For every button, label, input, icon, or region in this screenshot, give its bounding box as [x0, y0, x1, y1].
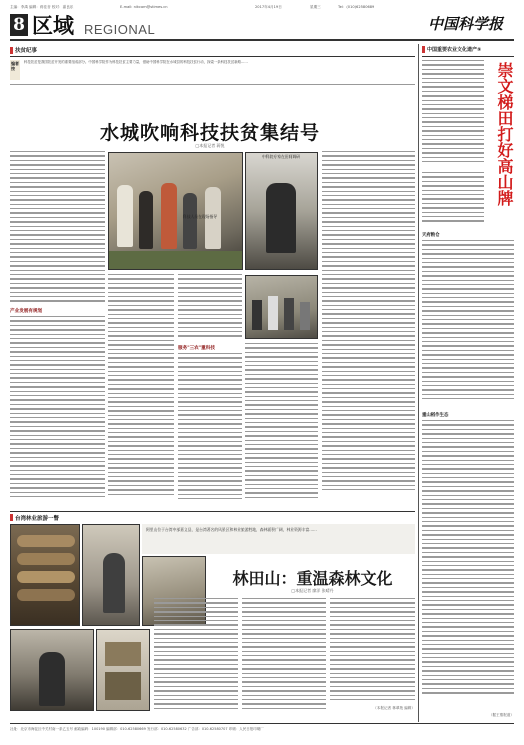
- column-tag-rule: [10, 56, 415, 57]
- side-subhead-2: 重山稻作生态: [422, 413, 449, 418]
- main-photo: [108, 152, 243, 270]
- side-tag-label: 中国重要农业文化遗产⑨: [427, 47, 482, 53]
- page-number: 8: [10, 14, 28, 36]
- side-subhead-1: 天府粮仓: [422, 233, 440, 238]
- side-body-top-2: [422, 172, 484, 230]
- section-title-en: REGIONAL: [84, 22, 156, 37]
- column-tag-marker: [10, 47, 13, 54]
- lead-paragraph: 科技扶贫是我国扶贫开发的重要组成部分。中国科学院作为科技扶贫主要力量，借助中国科学院在水城县的科技扶贫行动，探索一条科技扶贫新路……: [24, 60, 248, 64]
- subhead-service: 服务"三农"重科技: [178, 346, 215, 351]
- side-vertical-title: 崇文梯田打好高山牌: [495, 62, 514, 206]
- main-headline: 水城吹响科技扶贫集结号: [99, 122, 320, 144]
- masthead-logo: 中国科学报: [428, 15, 504, 33]
- bottom-headline: 林田山：重温森林文化: [232, 569, 393, 588]
- issue-weekday: 星期三: [310, 5, 321, 9]
- section-title-cn: 区域: [32, 13, 74, 38]
- photo-caption-1: 中科院专家在田间调研: [262, 154, 300, 159]
- bottom-body-2: [242, 598, 326, 712]
- side-body-middle: [422, 240, 514, 410]
- side-photo: [245, 152, 318, 270]
- header-rule: [10, 39, 514, 41]
- bottom-body-1: [154, 598, 238, 712]
- lead-label: 编者按: [11, 61, 19, 71]
- bottom-tag-marker: [10, 514, 13, 521]
- subhead-industry: 产业发展有规划: [10, 309, 43, 314]
- lead-divider: [10, 84, 415, 85]
- bottom-photo-crafts: [96, 629, 150, 711]
- side-body-top: [422, 60, 484, 170]
- bottom-source: （本报记者 林翠苑 编辑）: [373, 706, 415, 710]
- bottom-tag-label: 台湾林业旅游一瞥: [15, 516, 60, 522]
- column-tag-label: 扶贫纪事: [15, 48, 38, 54]
- bottom-top-rule: [10, 511, 415, 512]
- phone-info: Tel：(010)62580689: [338, 5, 375, 9]
- bottom-photo-worker: [10, 629, 94, 711]
- main-byline: □本报记者 蒋悦: [195, 143, 225, 148]
- side-tag-marker: [422, 46, 425, 53]
- body-column-3b: [178, 353, 242, 506]
- photo-caption-2: 科技人员在现场指导: [182, 214, 218, 219]
- bottom-intro: 阿里山位于台湾中部嘉义县，是台湾著名的风景区和林业旅游胜地，森林面积广阔，林业资源丰富……: [146, 527, 317, 532]
- issue-date: 2017年4月19日: [255, 5, 282, 9]
- bottom-photo-person: [82, 524, 140, 626]
- column-divider: [418, 44, 419, 722]
- footer-rule: [10, 723, 514, 724]
- bottom-body-3: [330, 598, 415, 704]
- body-column-5: [322, 151, 415, 506]
- bottom-byline: □本报记者 廖洋 张晴丹: [291, 588, 334, 593]
- email-info: E-mail: nikcom@stimes.cn: [120, 5, 168, 9]
- side-tag-rule: [422, 56, 514, 57]
- body-column-4: [245, 343, 318, 506]
- body-column-3a: [178, 274, 242, 342]
- body-column-1b: [10, 316, 105, 506]
- bottom-photo-logs: [10, 524, 80, 626]
- footer-info: 社址：北京市海淀区中关村南一条乙五号 邮政编码：100190 编辑部：010-62580669 发行部：010-62580632 广告部：010-62580707 印刷：人民日报印刷厂: [10, 727, 264, 731]
- body-column-2: [108, 274, 174, 506]
- body-column-1: [10, 151, 105, 306]
- editor-credits: 主编：李禹 编辑：蒋佳音 校对：嘉良乐: [10, 5, 74, 9]
- side-footnote: （据王骞报道）: [488, 713, 514, 717]
- field-photo: [245, 275, 318, 339]
- side-body-bottom: [422, 420, 514, 712]
